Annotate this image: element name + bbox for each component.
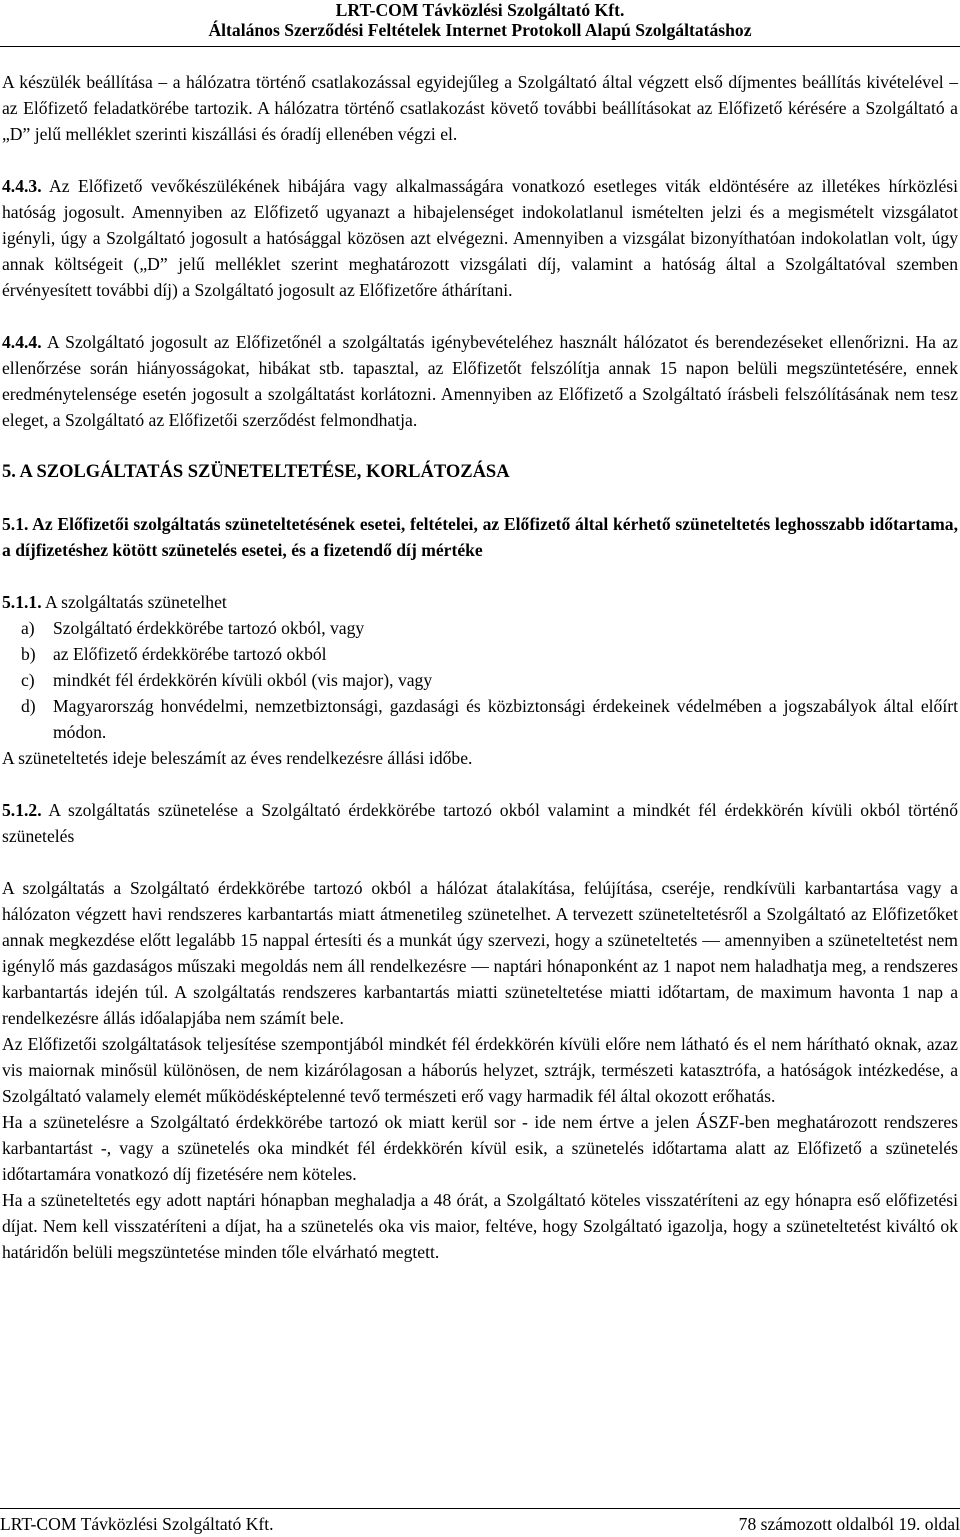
footer-page-number: 78 számozott oldalból 19. oldal xyxy=(738,1514,960,1534)
clause-number: 5.1.1. xyxy=(2,592,42,612)
list-text: az Előfizető érdekkörébe tartozó okból xyxy=(53,644,327,664)
footer-divider xyxy=(0,1508,960,1509)
section-5-heading: 5. A SZOLGÁLTATÁS SZÜNETELTETÉSE, KORLÁTOZÁSA xyxy=(2,462,510,482)
paragraph-vis-maior: Az Előfizetői szolgáltatások teljesítése szempontjából mindkét fél érdekkörén kívüli előre nem látható és el nem hárítható oknak, azaz vis maiornak minősül különösen, de nem kizárólagosan a háborús helyzet, sztrájk, természeti katasztrófa, a hatóságok intézkedése, a Szolgáltató valamely elemét működésképtelenné tevő természeti erő vagy harmadik fél által okozott erőhatás. xyxy=(2,1034,958,1106)
list-marker: c) xyxy=(21,670,35,690)
list-item xyxy=(2,667,958,693)
clause-text: A szolgáltatás szünetelése a Szolgáltató érdekkörébe tartozó okból valamint a mindkét fél érdekkörén kívüli okból történő szünetelés xyxy=(2,800,958,846)
paragraph-device-setup: A készülék beállítása – a hálózatra történő csatlakozással egyidejűleg a Szolgáltató által végzett első díjmentes beállítás kivételével – az Előfizető feladatkörébe tartozik. A hálózatra történő csatlakozást követő további beállításokat az Előfizető kérésére a Szolgáltató a „D” jelű melléklet szerinti kiszállási és óradíj ellenében végzi el. xyxy=(2,72,958,144)
clause-number: 4.4.3. xyxy=(2,176,42,196)
paragraph-refund: Ha a szüneteltetés egy adott naptári hónapban meghaladja a 48 órát, a Szolgáltató köteles visszatéríteni az egy hónapra eső előfizetési díjat. Nem kell visszatéríteni a díjat, ha a szünetelés oka vis maior, feltéve, hogy Szolgáltató igazolja, hogy a szüneteltetést kiváltó ok határidőn belüli megszüntetése minden tőle elvárható megtett. xyxy=(2,1190,958,1262)
paragraph-4-4-4 xyxy=(2,329,958,433)
list-item xyxy=(2,615,958,641)
list-marker: a) xyxy=(21,618,35,638)
clause-number: 4.4.4. xyxy=(2,332,42,352)
paragraph-4-4-3 xyxy=(2,173,958,303)
clause-number: 5.1.2. xyxy=(2,800,42,820)
paragraph-5-1-2 xyxy=(2,797,958,849)
list-text: mindkét fél érdekkörén kívüli okból (vis major), vagy xyxy=(53,670,433,690)
header-company: LRT-COM Távközlési Szolgáltató Kft. xyxy=(335,0,625,20)
document-body xyxy=(0,47,960,1265)
page-footer xyxy=(0,1513,960,1535)
list-text: Szolgáltató érdekkörébe tartozó okból, vagy xyxy=(53,618,365,638)
page-header xyxy=(0,0,960,40)
section-5-1-heading: 5.1. Az Előfizetői szolgáltatás szüneteltetésének esetei, feltételei, az Előfizető által kérhető szüneteltetés leghosszabb időtartama, a díjfizetéshez kötött szünetelés esetei, és a fizetendő díj mértéke xyxy=(2,514,958,560)
list-text: Magyarország honvédelmi, nemzetbiztonsági, gazdasági és közbiztonsági érdekeinek védelmében a jogszabályok által előírt módon. xyxy=(53,696,958,742)
list-item xyxy=(2,641,958,667)
footer-company: LRT-COM Távközlési Szolgáltató Kft. xyxy=(0,1514,274,1534)
list-item xyxy=(2,693,958,745)
clause-text: A szolgáltatás szünetelhet xyxy=(41,592,227,612)
list-marker: b) xyxy=(21,644,36,664)
paragraph-fee-exemption: Ha a szünetelésre a Szolgáltató érdekkörébe tartozó ok miatt kerül sor - ide nem értve a jelen ÁSZF-ben meghatározott rendszeres karbantartást -, vagy a szünetelés oka mindkét fél érdekkörén kívül esik, a szünetelés időtartama alatt az Előfizető a szünetelés időtartamára vonatkozó díj fizetésére nem köteles. xyxy=(2,1112,958,1184)
clause-text: A Szolgáltató jogosult az Előfizetőnél a szolgáltatás igénybevételéhez használt hálózatot és berendezéseket ellenőrizni. Ha az ellenőrzése során hiányosságokat, hibákat stb. tapasztal, az Előfizetőt felszólítja annak 15 napon belüli megszüntetésére, ennek eredménytelensége esetén jogosult a szolgáltatást korlátozni. Amennyiben az Előfizető a Szolgáltató írásbeli felszólításának nem tesz eleget, a Szolgáltató az Előfizetői szerződést felmondhatja. xyxy=(2,332,958,430)
paragraph-5-1-1 xyxy=(2,589,958,615)
header-subtitle: Általános Szerződési Feltételek Internet Protokoll Alapú Szolgáltatáshoz xyxy=(208,20,752,40)
suspension-reasons-list xyxy=(2,615,958,745)
clause-text: Az Előfizető vevőkészülékének hibájára vagy alkalmasságára vonatkozó esetleges viták eldöntésére az illetékes hírközlési hatóság jogosult. Amennyiben az Előfizető ugyanazt a hibajelenséget indokolatlanul ismételten jelzi és a megismételt vizsgálatot igényli, úgy a Szolgáltató jogosult a hatósággal közösen azt elvégezni. Amennyiben a vizsgálat bizonyíthatóan indokolatlan volt, úgy annak költségeit („D” jelű melléklet szerint meghatározott vizsgálati díj, valamint a hatóság által a Szolgáltatóval szemben érvényesített további díj) a Szolgáltató jogosult az Előfizetőre áthárítani. xyxy=(2,176,958,300)
paragraph-availability-note: A szüneteltetés ideje beleszámít az éves rendelkezésre állási időbe. xyxy=(2,748,473,768)
list-marker: d) xyxy=(21,696,36,716)
paragraph-maintenance: A szolgáltatás a Szolgáltató érdekkörébe tartozó okból a hálózat átalakítása, felújítása, cseréje, rendkívüli karbantartása vagy a hálózaton végzett havi rendszeres karbantartás miatt átmenetileg szünetelhet. A tervezett szüneteltetésről a Szolgáltató az Előfizetőket annak megkezdése előtt legalább 15 nappal értesíti és a munkát úgy szervezi, hogy a szüneteltetés ― amennyiben a szüneteltetést nem igénylő más gazdaságos műszaki megoldás nem áll rendelkezésre ― naptári hónaponként az 1 napot nem haladhatja meg, a rendszeres karbantartás idején túl. A szolgáltatás rendszeres karbantartás miatti szüneteltetése miatti időtartam, de maximum havonta 1 nap a rendelkezésre állás időalapjába nem számít bele. xyxy=(2,878,958,1028)
